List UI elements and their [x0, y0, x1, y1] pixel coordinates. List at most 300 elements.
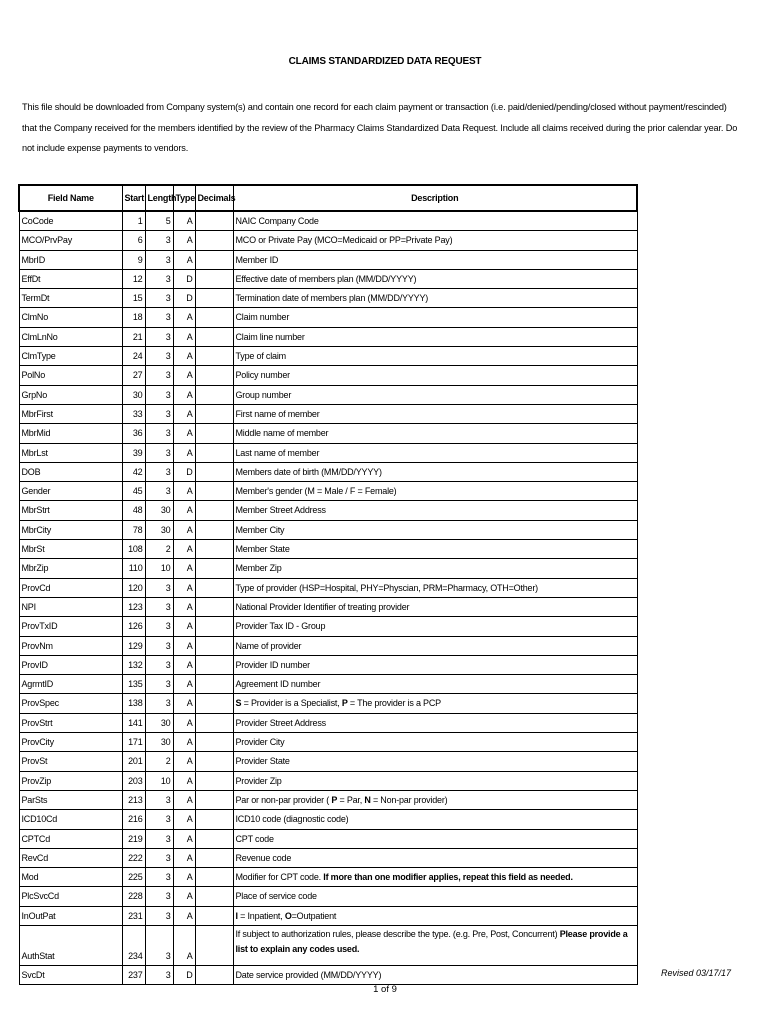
- table-row: [19, 289, 637, 308]
- length-cell: 3: [145, 482, 173, 501]
- decimals-cell: [195, 848, 233, 867]
- type-cell: A: [173, 810, 195, 829]
- description-cell: Member Zip: [233, 559, 637, 578]
- start-cell: 24: [122, 347, 145, 366]
- decimals-cell: [195, 655, 233, 674]
- length-cell: 2: [145, 540, 173, 559]
- field-name-cell: ClmNo: [19, 308, 122, 327]
- description-cell: Provider Tax ID - Group: [233, 617, 637, 636]
- decimals-cell: [195, 617, 233, 636]
- decimals-cell: [195, 482, 233, 501]
- description-cell: Member ID: [233, 250, 637, 269]
- table-row: [19, 462, 637, 481]
- description-cell: Policy number: [233, 366, 637, 385]
- type-cell: A: [173, 347, 195, 366]
- description-cell: Last name of member: [233, 443, 637, 462]
- description-bold-text: P: [331, 794, 338, 805]
- table-row: [19, 733, 637, 752]
- type-cell: A: [173, 385, 195, 404]
- start-cell: 15: [122, 289, 145, 308]
- field-name-cell: Mod: [19, 868, 122, 887]
- length-cell: 2: [145, 752, 173, 771]
- header-description: Description: [233, 185, 637, 211]
- decimals-cell: [195, 906, 233, 925]
- length-cell: 3: [145, 868, 173, 887]
- table-row: [19, 501, 637, 520]
- start-cell: 228: [122, 887, 145, 906]
- decimals-cell: [195, 269, 233, 288]
- description-bold-text: O: [284, 910, 292, 921]
- start-cell: 138: [122, 694, 145, 713]
- decimals-cell: [195, 559, 233, 578]
- header-length: Length: [145, 185, 173, 211]
- type-cell: A: [173, 694, 195, 713]
- start-cell: 129: [122, 636, 145, 655]
- field-name-cell: DOB: [19, 462, 122, 481]
- start-cell: 135: [122, 675, 145, 694]
- document-title: CLAIMS STANDARDIZED DATA REQUEST: [288, 56, 482, 67]
- table-row: [19, 752, 637, 771]
- table-body: [19, 211, 637, 985]
- length-cell: 3: [145, 462, 173, 481]
- length-cell: 3: [145, 829, 173, 848]
- table-row: [19, 906, 637, 925]
- type-cell: A: [173, 482, 195, 501]
- type-cell: A: [173, 559, 195, 578]
- type-cell: A: [173, 578, 195, 597]
- description-cell: Place of service code: [233, 887, 637, 906]
- type-cell: A: [173, 733, 195, 752]
- field-name-cell: MbrZip: [19, 559, 122, 578]
- decimals-cell: [195, 925, 233, 965]
- length-cell: 3: [145, 597, 173, 616]
- length-cell: 3: [145, 925, 173, 965]
- start-cell: 219: [122, 829, 145, 848]
- start-cell: 110: [122, 559, 145, 578]
- start-cell: 39: [122, 443, 145, 462]
- type-cell: D: [173, 965, 195, 984]
- field-name-cell: CPTCd: [19, 829, 122, 848]
- table-row: [19, 347, 637, 366]
- description-cell: Revenue code: [233, 848, 637, 867]
- decimals-cell: [195, 250, 233, 269]
- start-cell: 6: [122, 231, 145, 250]
- field-name-cell: GrpNo: [19, 385, 122, 404]
- description-cell: MCO or Private Pay (MCO=Medicaid or PP=Private Pay): [233, 231, 637, 250]
- description-cell: Claim number: [233, 308, 637, 327]
- type-cell: A: [173, 443, 195, 462]
- start-cell: 42: [122, 462, 145, 481]
- length-cell: 3: [145, 675, 173, 694]
- type-cell: A: [173, 520, 195, 539]
- field-name-cell: MbrID: [19, 250, 122, 269]
- length-cell: 3: [145, 347, 173, 366]
- field-name-cell: PlcSvcCd: [19, 887, 122, 906]
- description-cell: Claim line number: [233, 327, 637, 346]
- length-cell: 3: [145, 385, 173, 404]
- start-cell: 108: [122, 540, 145, 559]
- length-cell: 3: [145, 965, 173, 984]
- start-cell: 141: [122, 713, 145, 732]
- description-cell: Member's gender (M = Male / F = Female): [233, 482, 637, 501]
- field-name-cell: CoCode: [19, 211, 122, 231]
- decimals-cell: [195, 462, 233, 481]
- field-name-cell: SvcDt: [19, 965, 122, 984]
- table-row: [19, 771, 637, 790]
- table-row: [19, 559, 637, 578]
- start-cell: 123: [122, 597, 145, 616]
- type-cell: A: [173, 790, 195, 809]
- field-name-cell: ProvSpec: [19, 694, 122, 713]
- start-cell: 120: [122, 578, 145, 597]
- table-row: [19, 482, 637, 501]
- header-type: Type: [173, 185, 195, 211]
- length-cell: 10: [145, 771, 173, 790]
- description-cell: ICD10 code (diagnostic code): [233, 810, 637, 829]
- table-row: [19, 385, 637, 404]
- decimals-cell: [195, 733, 233, 752]
- start-cell: 21: [122, 327, 145, 346]
- start-cell: 27: [122, 366, 145, 385]
- decimals-cell: [195, 752, 233, 771]
- table-row: [19, 231, 637, 250]
- type-cell: A: [173, 231, 195, 250]
- description-bold-text: S: [235, 698, 242, 709]
- description-cell: Date service provided (MM/DD/YYYY): [233, 965, 637, 984]
- field-name-cell: ICD10Cd: [19, 810, 122, 829]
- description-text: =Outpatient: [291, 910, 337, 921]
- type-cell: D: [173, 462, 195, 481]
- description-cell: Member Street Address: [233, 501, 637, 520]
- description-cell: First name of member: [233, 404, 637, 423]
- decimals-cell: [195, 443, 233, 462]
- decimals-cell: [195, 636, 233, 655]
- table-row: [19, 424, 637, 443]
- start-cell: 203: [122, 771, 145, 790]
- description-cell: Type of claim: [233, 347, 637, 366]
- decimals-cell: [195, 790, 233, 809]
- description-cell: Group number: [233, 385, 637, 404]
- description-text: = Par,: [337, 794, 365, 805]
- table-row: [19, 829, 637, 848]
- start-cell: 225: [122, 868, 145, 887]
- length-cell: 3: [145, 424, 173, 443]
- length-cell: 3: [145, 694, 173, 713]
- field-name-cell: ClmLnNo: [19, 327, 122, 346]
- header-field-name: Field Name: [19, 185, 122, 211]
- type-cell: A: [173, 752, 195, 771]
- table-row: [19, 443, 637, 462]
- length-cell: 3: [145, 250, 173, 269]
- table-row: [19, 887, 637, 906]
- table-row: [19, 597, 637, 616]
- field-name-cell: Gender: [19, 482, 122, 501]
- field-name-cell: AgrmtID: [19, 675, 122, 694]
- field-name-cell: ProvTxID: [19, 617, 122, 636]
- page-number: 1 of 9: [373, 984, 397, 995]
- table-row: [19, 540, 637, 559]
- decimals-cell: [195, 868, 233, 887]
- field-name-cell: MbrStrt: [19, 501, 122, 520]
- decimals-cell: [195, 771, 233, 790]
- description-text: = Inpatient,: [237, 910, 285, 921]
- length-cell: 30: [145, 733, 173, 752]
- description-cell: [233, 790, 637, 809]
- type-cell: A: [173, 636, 195, 655]
- table-row: [19, 327, 637, 346]
- table-row: [19, 578, 637, 597]
- start-cell: 234: [122, 925, 145, 965]
- field-spec-table: [18, 184, 638, 985]
- start-cell: 45: [122, 482, 145, 501]
- type-cell: D: [173, 269, 195, 288]
- type-cell: A: [173, 250, 195, 269]
- description-cell: Effective date of members plan (MM/DD/YYYY): [233, 269, 637, 288]
- table-row: [19, 925, 637, 965]
- type-cell: A: [173, 887, 195, 906]
- length-cell: 3: [145, 578, 173, 597]
- table-row: [19, 675, 637, 694]
- description-bold-text: Please provide a list to explain any codes used.: [235, 928, 628, 954]
- description-cell: Member City: [233, 520, 637, 539]
- decimals-cell: [195, 578, 233, 597]
- start-cell: 9: [122, 250, 145, 269]
- description-cell: Agreement ID number: [233, 675, 637, 694]
- table-row: [19, 366, 637, 385]
- start-cell: 12: [122, 269, 145, 288]
- table-row: [19, 965, 637, 984]
- start-cell: 78: [122, 520, 145, 539]
- type-cell: A: [173, 906, 195, 925]
- table-row: [19, 404, 637, 423]
- description-cell: National Provider Identifier of treating provider: [233, 597, 637, 616]
- header-decimals: Decimals: [195, 185, 233, 211]
- type-cell: A: [173, 925, 195, 965]
- decimals-cell: [195, 308, 233, 327]
- table-row: [19, 713, 637, 732]
- start-cell: 171: [122, 733, 145, 752]
- start-cell: 222: [122, 848, 145, 867]
- type-cell: A: [173, 327, 195, 346]
- description-text: Par or non-par provider (: [235, 794, 332, 805]
- start-cell: 213: [122, 790, 145, 809]
- table-row: [19, 617, 637, 636]
- description-cell: Members date of birth (MM/DD/YYYY): [233, 462, 637, 481]
- description-cell: Provider State: [233, 752, 637, 771]
- decimals-cell: [195, 965, 233, 984]
- length-cell: 3: [145, 404, 173, 423]
- description-bold-text: If more than one modifier applies, repeat this field as needed.: [323, 872, 573, 883]
- length-cell: 3: [145, 366, 173, 385]
- type-cell: A: [173, 655, 195, 674]
- decimals-cell: [195, 424, 233, 443]
- length-cell: 3: [145, 790, 173, 809]
- description-cell: Termination date of members plan (MM/DD/YYYY): [233, 289, 637, 308]
- length-cell: 30: [145, 520, 173, 539]
- field-name-cell: MbrCity: [19, 520, 122, 539]
- type-cell: A: [173, 424, 195, 443]
- type-cell: A: [173, 868, 195, 887]
- length-cell: 3: [145, 327, 173, 346]
- decimals-cell: [195, 231, 233, 250]
- field-name-cell: RevCd: [19, 848, 122, 867]
- type-cell: A: [173, 308, 195, 327]
- length-cell: 3: [145, 848, 173, 867]
- description-cell: Provider Street Address: [233, 713, 637, 732]
- decimals-cell: [195, 694, 233, 713]
- field-name-cell: ProvZip: [19, 771, 122, 790]
- description-bold-text: N: [364, 794, 371, 805]
- start-cell: 216: [122, 810, 145, 829]
- description-bold-text: I: [235, 910, 238, 921]
- table-row: [19, 848, 637, 867]
- field-name-cell: ProvNm: [19, 636, 122, 655]
- description-cell: [233, 925, 637, 965]
- description-cell: Provider City: [233, 733, 637, 752]
- table-row: [19, 269, 637, 288]
- field-name-cell: InOutPat: [19, 906, 122, 925]
- length-cell: 3: [145, 636, 173, 655]
- type-cell: A: [173, 366, 195, 385]
- type-cell: A: [173, 617, 195, 636]
- description-cell: Name of provider: [233, 636, 637, 655]
- start-cell: 237: [122, 965, 145, 984]
- description-cell: CPT code: [233, 829, 637, 848]
- decimals-cell: [195, 289, 233, 308]
- decimals-cell: [195, 366, 233, 385]
- start-cell: 36: [122, 424, 145, 443]
- length-cell: 10: [145, 559, 173, 578]
- length-cell: 30: [145, 501, 173, 520]
- description-cell: Provider Zip: [233, 771, 637, 790]
- start-cell: 231: [122, 906, 145, 925]
- table-row: [19, 308, 637, 327]
- type-cell: A: [173, 540, 195, 559]
- description-bold-text: P: [341, 698, 348, 709]
- decimals-cell: [195, 385, 233, 404]
- type-cell: A: [173, 675, 195, 694]
- field-name-cell: ProvID: [19, 655, 122, 674]
- header-start: Start: [122, 185, 145, 211]
- decimals-cell: [195, 520, 233, 539]
- decimals-cell: [195, 713, 233, 732]
- type-cell: D: [173, 289, 195, 308]
- field-name-cell: MbrSt: [19, 540, 122, 559]
- description-cell: Middle name of member: [233, 424, 637, 443]
- field-name-cell: AuthStat: [19, 925, 122, 965]
- description-cell: NAIC Company Code: [233, 211, 637, 231]
- revision-date: Revised 03/17/17: [661, 968, 732, 978]
- description-text: Modifier for CPT code.: [235, 872, 324, 883]
- type-cell: A: [173, 771, 195, 790]
- table-row: [19, 868, 637, 887]
- start-cell: 48: [122, 501, 145, 520]
- length-cell: 3: [145, 617, 173, 636]
- start-cell: 132: [122, 655, 145, 674]
- length-cell: 3: [145, 887, 173, 906]
- decimals-cell: [195, 501, 233, 520]
- type-cell: A: [173, 597, 195, 616]
- type-cell: A: [173, 848, 195, 867]
- table-header-row: [19, 185, 637, 211]
- length-cell: 5: [145, 211, 173, 231]
- type-cell: A: [173, 501, 195, 520]
- decimals-cell: [195, 675, 233, 694]
- description-cell: Provider ID number: [233, 655, 637, 674]
- table-row: [19, 810, 637, 829]
- field-name-cell: MbrFirst: [19, 404, 122, 423]
- length-cell: 3: [145, 655, 173, 674]
- length-cell: 3: [145, 810, 173, 829]
- table-row: [19, 520, 637, 539]
- description-text: = Provider is a Specialist,: [241, 698, 342, 709]
- decimals-cell: [195, 810, 233, 829]
- description-cell: [233, 694, 637, 713]
- table-row: [19, 636, 637, 655]
- table-row: [19, 790, 637, 809]
- length-cell: 3: [145, 308, 173, 327]
- start-cell: 30: [122, 385, 145, 404]
- decimals-cell: [195, 404, 233, 423]
- description-cell: [233, 868, 637, 887]
- table-row: [19, 694, 637, 713]
- field-name-cell: ProvCd: [19, 578, 122, 597]
- field-name-cell: PolNo: [19, 366, 122, 385]
- field-name-cell: ClmType: [19, 347, 122, 366]
- decimals-cell: [195, 887, 233, 906]
- decimals-cell: [195, 347, 233, 366]
- length-cell: 30: [145, 713, 173, 732]
- table-row: [19, 655, 637, 674]
- decimals-cell: [195, 211, 233, 231]
- table-row: [19, 250, 637, 269]
- decimals-cell: [195, 597, 233, 616]
- field-name-cell: MbrMid: [19, 424, 122, 443]
- type-cell: A: [173, 211, 195, 231]
- field-name-cell: ProvCity: [19, 733, 122, 752]
- description-cell: [233, 906, 637, 925]
- decimals-cell: [195, 829, 233, 848]
- start-cell: 1: [122, 211, 145, 231]
- field-name-cell: MCO/PrvPay: [19, 231, 122, 250]
- length-cell: 3: [145, 443, 173, 462]
- field-name-cell: MbrLst: [19, 443, 122, 462]
- decimals-cell: [195, 540, 233, 559]
- field-name-cell: EffDt: [19, 269, 122, 288]
- field-name-cell: TermDt: [19, 289, 122, 308]
- length-cell: 3: [145, 289, 173, 308]
- decimals-cell: [195, 327, 233, 346]
- description-text: If subject to authorization rules, please describe the type. (e.g. Pre, Post, Concurrent): [235, 928, 560, 939]
- description-cell: Type of provider (HSP=Hospital, PHY=Physcian, PRM=Pharmacy, OTH=Other): [233, 578, 637, 597]
- field-name-cell: ParSts: [19, 790, 122, 809]
- table-row: [19, 211, 637, 231]
- type-cell: A: [173, 829, 195, 848]
- length-cell: 3: [145, 906, 173, 925]
- start-cell: 126: [122, 617, 145, 636]
- field-name-cell: ProvStrt: [19, 713, 122, 732]
- intro-paragraph: This file should be downloaded from Company system(s) and contain one record for each claim payment or transaction (i.e. paid/denied/pending/closed without payment/rescinded) that the Company received for the members identified by the review of the Pharmacy Claims Standardized Data Request. Include all claims received during the prior calendar year. Do not include expense payments to vendors.: [22, 102, 738, 153]
- field-name-cell: NPI: [19, 597, 122, 616]
- type-cell: A: [173, 404, 195, 423]
- start-cell: 18: [122, 308, 145, 327]
- description-cell: Member State: [233, 540, 637, 559]
- length-cell: 3: [145, 269, 173, 288]
- start-cell: 201: [122, 752, 145, 771]
- length-cell: 3: [145, 231, 173, 250]
- start-cell: 33: [122, 404, 145, 423]
- description-text: = The provider is a PCP: [347, 698, 441, 709]
